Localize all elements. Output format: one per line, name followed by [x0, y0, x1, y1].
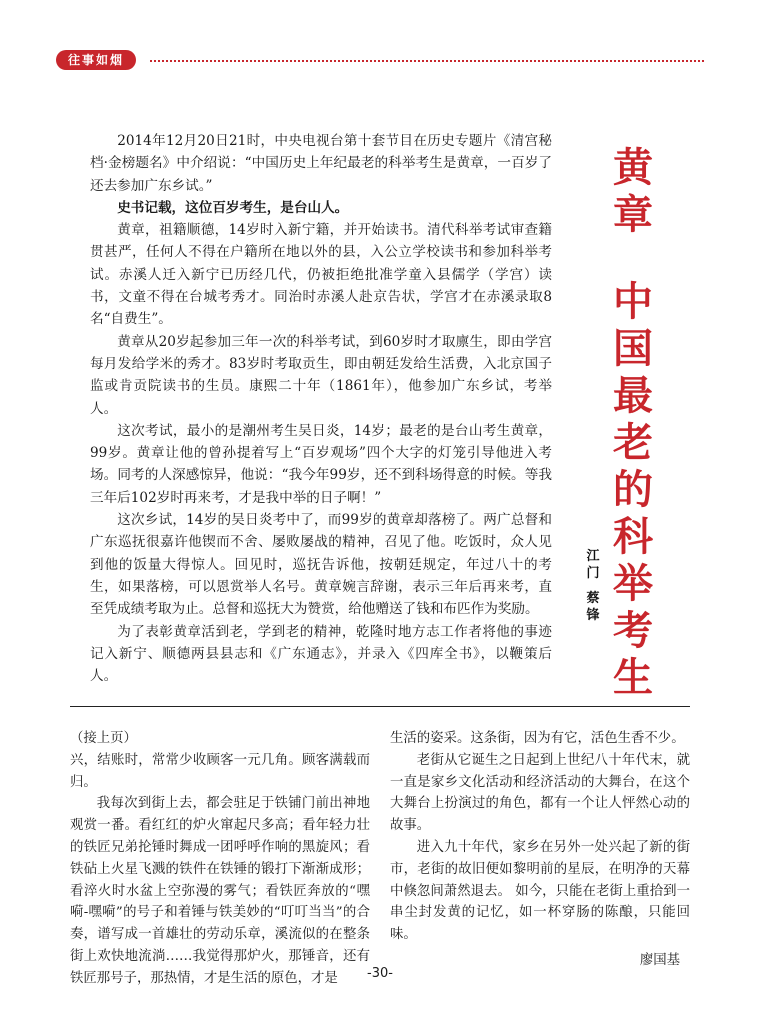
paragraph-2: 史书记载，这位百岁考生，是台山人。	[117, 199, 349, 216]
author-place-char: 江	[586, 549, 600, 564]
paragraph-1: 2014年12月20日21时，中央电视台第十套节目在历史专题片《清宫秘档·金榜题名》中介绍说：“中国历史上年纪最老的科举考生是黄章，一百岁了还去参加广东乡试。”	[90, 133, 552, 194]
article-body	[90, 130, 552, 687]
paragraph-6: 这次乡试，14岁的吴日炎考中了，而99岁的黄章却落榜了。两广总督和广东巡抚很嘉许他锲而不舍、屡败屡战的精神，召见了他。吃饭时，众人见到他的饭量大得惊人。回见时，巡抚告诉他，按朝廷规定，年过八十的考生，如果落榜，可以恩赏举人名号。黄章婉言辞谢，表示三年后再来考，直至凭成绩考取为止。总督和巡抚大为赞赏，给他赠送了钱和布匹作为奖励。	[90, 512, 552, 618]
paragraph-4: 黄章从20岁起参加三年一次的科举考试，到60岁时才取廪生，即由学宫每月发给学米的秀才。83岁时考取贡生，即由朝廷发给生活费，入北京国子监或肯贡院读书的生员。康熙二十年（1861年），他参加广东乡试，考举人。	[90, 333, 552, 417]
title-char: 老	[613, 420, 653, 466]
continuation-left-column	[70, 728, 370, 990]
title-char: 考	[613, 608, 653, 654]
continuation-paragraph: 兴，结账时，常常少收顾客一元几角。顾客满载而归。	[70, 752, 370, 790]
author-byline	[584, 548, 602, 624]
continuation-paragraph: 进入九十年代，家乡在另外一处兴起了新的街市，老街的故旧便如黎明前的星辰，在明净的天幕中倏忽间萧然退去。 如今，只能在老街上重拾到一串尘封发黄的记忆，如一杯穿肠的陈酿，只能回味。	[390, 839, 690, 943]
title-char: 黄	[613, 145, 653, 191]
section-tag: 往事如烟	[56, 50, 136, 70]
continuation-paragraph: 我每次到街上去，都会驻足于铁铺门前出神地观赏一番。看红红的炉火窜起尺多高；看年轻力壮的铁匠兄弟抡锤时舞成一团呼呼作响的黑旋风；看铁砧上火星飞溅的铁件在铁锤的锻打下渐渐成形；看淬火时水盆上空弥漫的雾气；看铁匠奔放的“嘿嗬-嘿嗬”的号子和着锤与铁美妙的“叮叮当当”的合奏，谱写成一首雄壮的劳动乐章，溪流似的在整条街上欢快地流淌……我觉得那炉火，那锤音，还有铁匠那号子，那热情，才是生活的原色，才是	[70, 796, 370, 986]
continuation-signature: 廖国基	[639, 952, 680, 968]
author-place-char: 门	[586, 566, 600, 581]
article-title	[610, 145, 656, 702]
section-divider	[70, 706, 690, 707]
title-char: 生	[613, 655, 653, 701]
paragraph-7: 为了表彰黄章活到老，学到老的精神，乾隆时地方志工作者将他的事迹记入新宁、顺德两县县志和《广东通志》，并录入《四库全书》，以鞭策后人。	[90, 623, 552, 685]
title-char: 国	[613, 326, 653, 372]
title-char: 章	[613, 192, 653, 238]
continuation-label: （接上页）	[70, 731, 137, 746]
page-number: -30-	[367, 966, 393, 981]
header-dotted-rule	[150, 60, 704, 62]
continuation-paragraph: 老街从它诞生之日起到上世纪八十年代末，就一直是家乡文化活动和经济活动的大舞台，在这个大舞台上扮演过的角色，都有一个让人怦然心动的故事。	[390, 752, 690, 834]
continuation-paragraph: 生活的姿采。这条街，因为有它，活色生香不少。	[390, 731, 685, 746]
paragraph-5: 这次考试，最小的是潮州考生吴日炎，14岁；最老的是台山考生黄章，99岁。黄章让他的曾孙提着写上“百岁观场”四个大字的灯笼引导他进入考场。同考的人深感惊异，他说：“我今年99岁，还不到科场得意的时候。等我三年后102岁时再来考，才是我中举的日子啊！”	[90, 422, 552, 506]
author-name-char: 锋	[586, 608, 600, 623]
paragraph-3: 黄章，祖籍顺德，14岁时入新宁籍，并开始读书。清代科举考试审查籍贯甚严，任何人不得在户籍所在地以外的县，入公立学校读书和参加科举考试。赤溪人迁入新宁已历经几代，仍被拒绝批准学童入县儒学（学宫）读书，文童不得在台城考秀才。同治时赤溪人赴京告状，学宫才在赤溪录取8名“自费生”。	[90, 222, 552, 328]
title-char: 科	[613, 514, 653, 560]
title-char: 的	[613, 467, 653, 513]
title-char: 举	[613, 561, 653, 607]
title-char: 最	[613, 373, 653, 419]
continuation-right-column	[390, 728, 690, 972]
title-char: 中	[613, 279, 653, 325]
author-name-char: 蔡	[586, 591, 600, 606]
